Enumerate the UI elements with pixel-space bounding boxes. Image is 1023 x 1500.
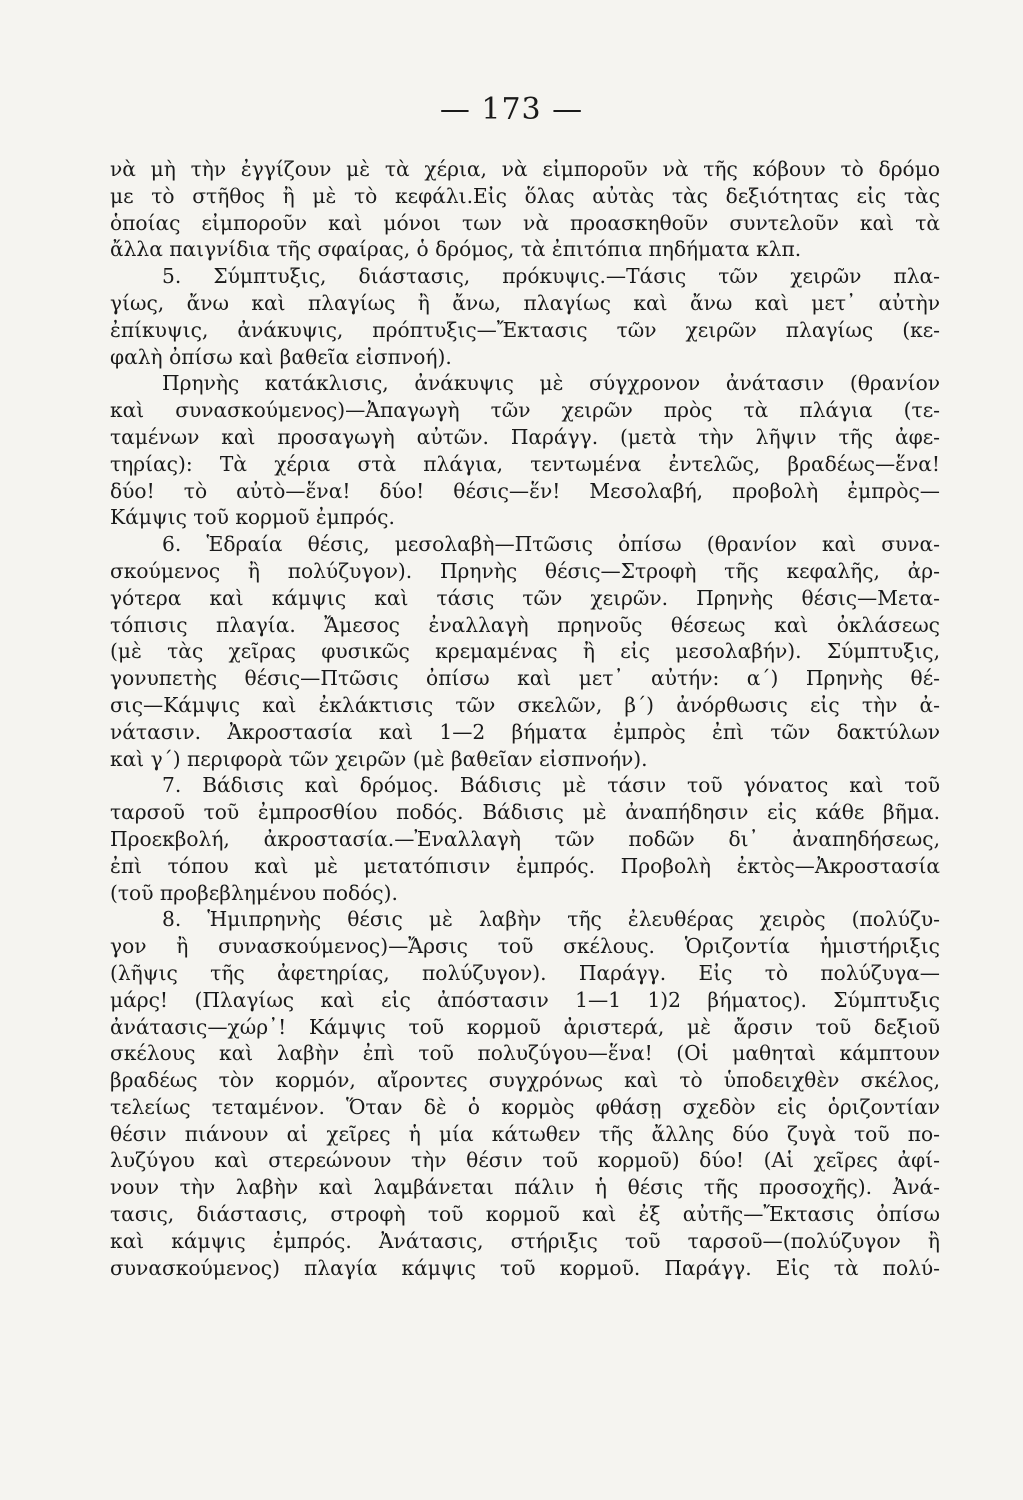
text-line: σκέλους καὶ λαβὴν ἐπὶ τοῦ πολυζύγου—ἕνα! (Οἱ μαθηταὶ κάμπτουν [110, 1041, 940, 1066]
text-line: (τοῦ προβεβλημένου ποδός). [110, 880, 398, 905]
text-line: νὰ μὴ τὴν ἐγγίζουν μὲ τὰ χέρια, νὰ εἰμποροῦν νὰ τῆς κόβουν τὸ δρόμο [110, 157, 940, 181]
text-line: λυζύγου καὶ στερεώνουν τὴν θέσιν τοῦ κορμοῦ) δύο! (Αἱ χεῖρες ἀφί- [110, 1148, 940, 1173]
text-line: συνασκούμενος) πλαγία κάμψις τοῦ κορμοῦ. Παράγγ. Εἰς τὰ πολύ- [110, 1255, 940, 1280]
text-line: 7. Βάδισις καὶ δρόμος. Βάδισις μὲ τάσιν τοῦ γόνατος καὶ τοῦ [162, 773, 940, 798]
text-line: ἐπὶ τόπου καὶ μὲ μετατόπισιν ἐμπρός. Προβολὴ ἐκτὸς—Ἀκροστασία [110, 853, 940, 878]
text-line: ἄλλα παιγνίδια τῆς σφαίρας, ὁ δρόμος, τὰ ἐπιτόπια πηδήματα κλπ. [110, 237, 802, 262]
text-line: τηρίας): Τὰ χέρια στὰ πλάγια, τεντωμένα ἐντελῶς, βραδέως—ἕνα! [110, 451, 940, 476]
text-line: γονυπετὴς θέσις—Πτῶσις ὀπίσω καὶ μετ᾽ αὐτήν: α΄) Πρηνὴς θέ- [110, 666, 940, 691]
text-line: τελείως τεταμένον. Ὅταν δὲ ὁ κορμὸς φθάσῃ σχεδὸν εἰς ὁριζοντίαν [110, 1094, 940, 1119]
text-line: ταρσοῦ τοῦ ἐμπροσθίου ποδός. Βάδισις μὲ ἀναπήδησιν εἰς κάθε βῆμα. [110, 800, 940, 825]
page-number: — 173 — [439, 92, 584, 127]
text-line: ἐπίκυψις, ἀνάκυψις, πρόπτυξις—Ἔκτασις τῶν χειρῶν πλαγίως (κε- [110, 317, 940, 342]
text-line: καὶ κάμψις ἐμπρός. Ἀνάτασις, στήριξις τοῦ ταρσοῦ—(πολύζυγον ἢ [110, 1228, 940, 1253]
text-line: γότερα καὶ κάμψις καὶ τάσις τῶν χειρῶν. Πρηνὴς θέσις—Μετα- [110, 585, 940, 610]
text-line: Κάμψις τοῦ κορμοῦ ἐμπρός. [110, 505, 395, 530]
text-line: 5. Σύμπτυξις, διάστασις, πρόκυψις.—Τάσις τῶν χειρῶν πλα- [162, 264, 940, 289]
text-line: τόπισις πλαγία. Ἄμεσος ἐναλλαγὴ πρηνοῦς θέσεως καὶ ὀκλάσεως [110, 612, 940, 637]
body-text [110, 156, 940, 1281]
text-line: Πρηνὴς κατάκλισις, ἀνάκυψις μὲ σύγχρονον ἀνάτασιν (θρανίον [162, 371, 940, 396]
text-line: σις—Κάμψις καὶ ἐκλάκτισις τῶν σκελῶν, β΄) ἀνόρθωσις εἰς τὴν ἀ- [110, 692, 940, 717]
text-line: σκούμενος ἢ πολύζυγον). Πρηνὴς θέσις—Στροφὴ τῆς κεφαλῆς, ἀρ- [110, 558, 940, 583]
text-line: ταμένων καὶ προσαγωγὴ αὐτῶν. Παράγγ. (μετὰ τὴν λῆψιν τῆς ἀφε- [110, 424, 940, 449]
text-line: με τὸ στῆθος ἢ μὲ τὸ κεφάλι.Εἰς ὅλας αὐτὰς τὰς δεξιότητας εἰς τὰς [110, 183, 940, 208]
text-line: (λῆψις τῆς ἀφετηρίας, πολύζυγον). Παράγγ. Εἰς τὸ πολύζυγα— [110, 960, 940, 985]
text-line: 8. Ἡμιπρηνὴς θέσις μὲ λαβὴν τῆς ἐλευθέρας χειρὸς (πολύζυ- [162, 907, 940, 932]
text-line: (μὲ τὰς χεῖρας φυσικῶς κρεμαμένας ἢ εἰς μεσολαβήν). Σύμπτυξις, [110, 639, 940, 664]
text-line: καὶ συνασκούμενος)—Ἀπαγωγὴ τῶν χειρῶν πρὸς τὰ πλάγια (τε- [110, 398, 940, 423]
text-line: ὁποίας εἰμποροῦν καὶ μόνοι των νὰ προασκηθοῦν συντελοῦν καὶ τὰ [110, 210, 940, 235]
text-line: νάτασιν. Ἀκροστασία καὶ 1—2 βήματα ἐμπρὸς ἐπὶ τῶν δακτύλων [110, 719, 940, 744]
text-line: γον ἢ συνασκούμενος)—Ἄρσις τοῦ σκέλους. Ὁριζοντία ἡμιστήριξις [110, 934, 940, 959]
text-line: νουν τὴν λαβὴν καὶ λαμβάνεται πάλιν ἡ θέσις τῆς προσοχῆς). Ἀνά- [110, 1175, 940, 1200]
text-line: βραδέως τὸν κορμόν, αἴροντες συγχρόνως καὶ τὸ ὑποδειχθὲν σκέλος, [110, 1068, 940, 1093]
text-line: τασις, διάστασις, στροφὴ τοῦ κορμοῦ καὶ ἐξ αὐτῆς—Ἔκτασις ὀπίσω [110, 1202, 940, 1227]
text-line: γίως, ἄνω καὶ πλαγίως ἢ ἄνω, πλαγίως καὶ ἄνω καὶ μετ᾽ αὐτὴν [110, 290, 940, 315]
text-line: ἀνάτασις—χώρ᾽! Κάμψις τοῦ κορμοῦ ἀριστερά, μὲ ἄρσιν τοῦ δεξιοῦ [110, 1014, 940, 1039]
text-line: φαλὴ ὀπίσω καὶ βαθεῖα εἰσπνοή). [110, 344, 452, 369]
text-line: μάρς! (Πλαγίως καὶ εἰς ἀπόστασιν 1—1 1)2 βήματος). Σύμπτυξις [110, 987, 940, 1012]
text-line: θέσιν πιάνουν αἱ χεῖρες ἡ μία κάτωθεν τῆς ἄλλης δύο ζυγὰ τοῦ πο- [110, 1121, 940, 1146]
text-line: 6. Ἑδραία θέσις, μεσολαβὴ—Πτῶσις ὀπίσω (θρανίον καὶ συνα- [162, 532, 940, 557]
text-line: καὶ γ΄) περιφορὰ τῶν χειρῶν (μὲ βαθεῖαν εἰσπνοήν). [110, 746, 648, 771]
text-line: δύο! τὸ αὐτὸ—ἕνα! δύο! θέσις—ἕν! Μεσολαβή, προβολὴ ἐμπρὸς— [110, 478, 940, 503]
text-line: Προεκβολή, ἀκροστασία.—Ἐναλλαγὴ τῶν ποδῶν δι᾽ ἀναπηδήσεως, [110, 826, 940, 851]
